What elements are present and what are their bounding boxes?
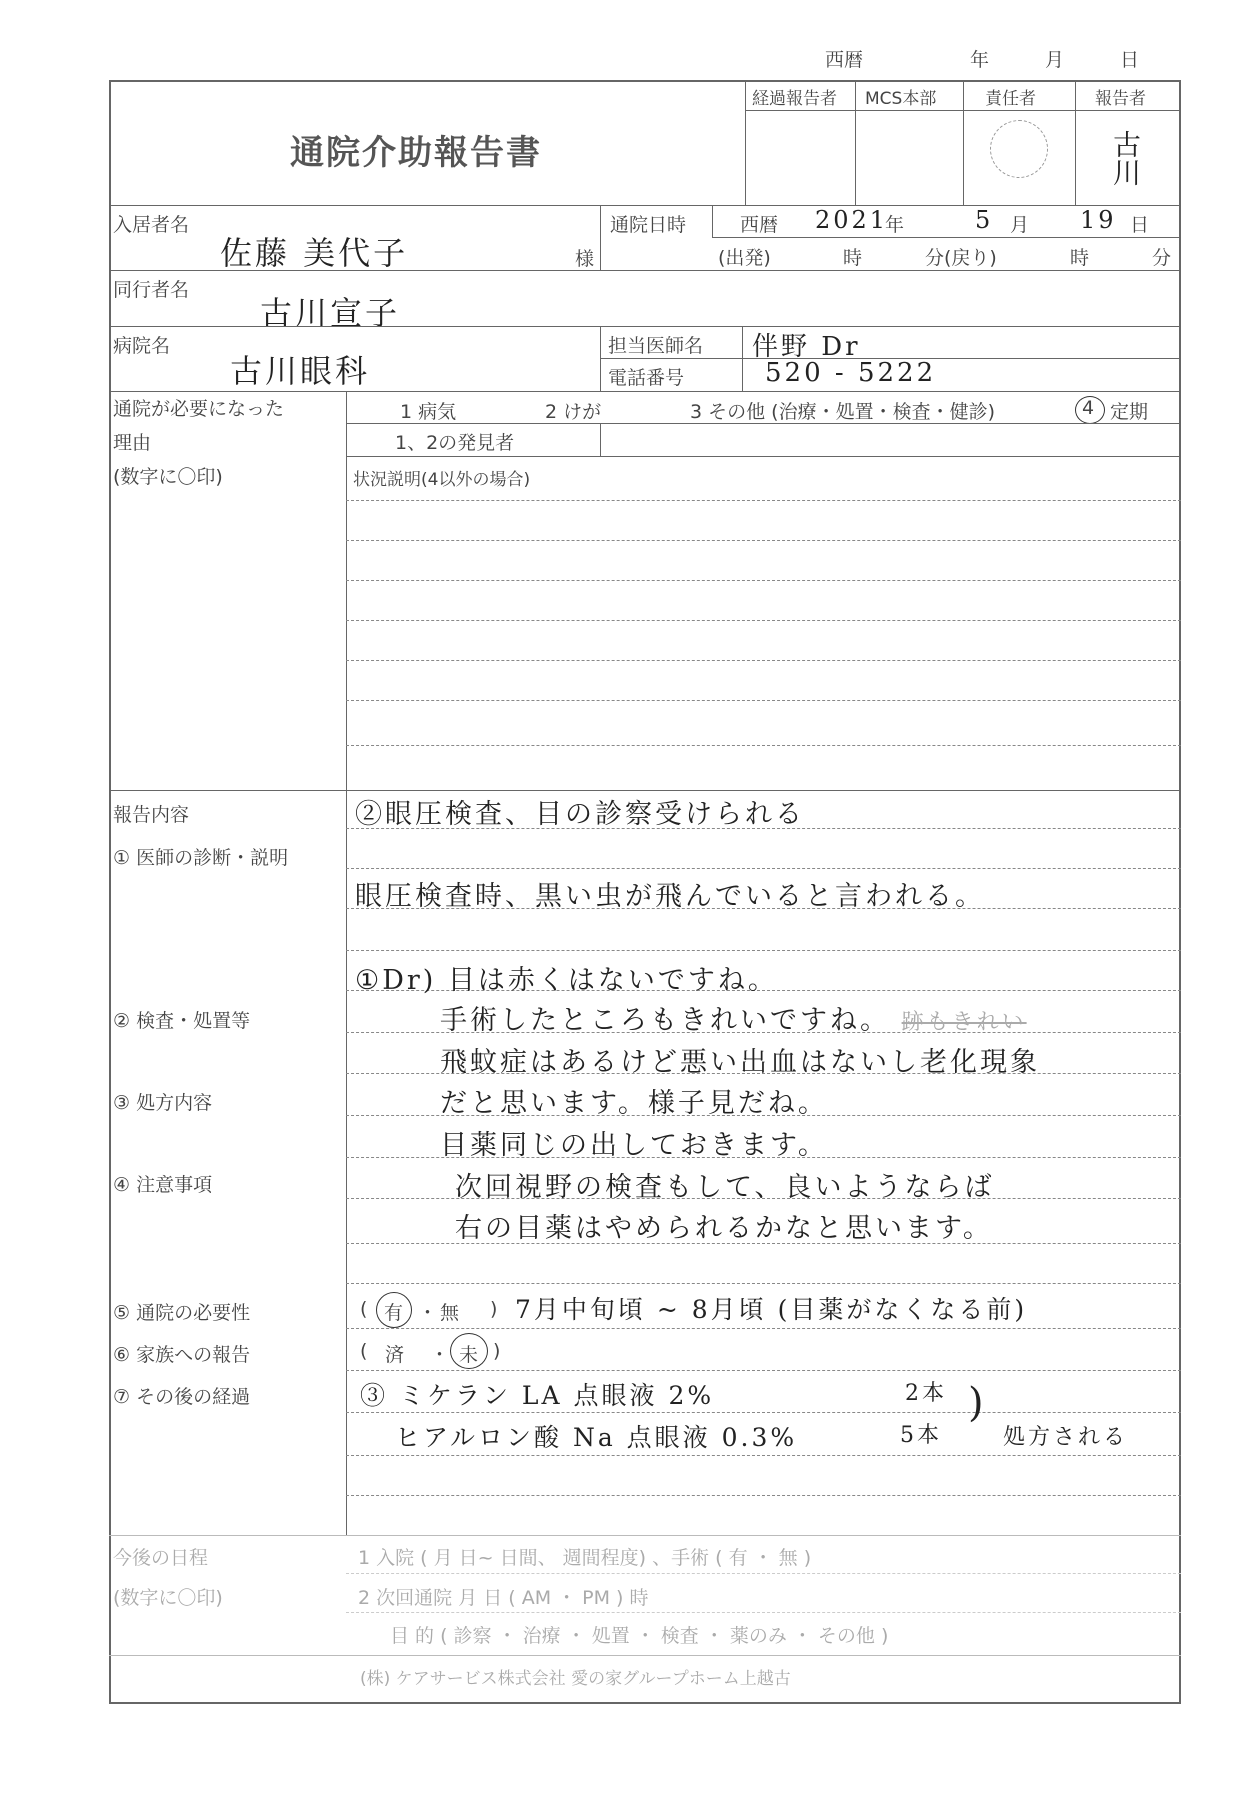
bracket-mark: ) (968, 1380, 984, 1426)
report-item-prescription: ③ 処方内容 (113, 1092, 213, 1114)
return-label: 分(戻り) (925, 247, 997, 269)
date-day-label: 日 (1120, 49, 1140, 71)
necessity-note: 7月中旬頃 ~ 8月頃 (目薬がなくなる前) (515, 1295, 1028, 1324)
report-line-9: 右の目薬はやめられるかなと思います。 (455, 1213, 993, 1244)
divider (600, 423, 601, 456)
prescription-1-qty: 2本 (905, 1381, 947, 1406)
report-item-progress: ⑦ その後の経過 (113, 1386, 251, 1408)
divider (1075, 80, 1076, 205)
reason-label-line1: 通院が必要になった (113, 398, 285, 420)
report-label: 報告内容 (113, 804, 190, 826)
divider (109, 205, 1181, 206)
doctor-label: 担当医師名 (608, 335, 704, 357)
family-open: ( (360, 1340, 368, 1362)
visit-day-unit: 日 (1130, 214, 1150, 236)
form-title: 通院介助報告書 (290, 133, 542, 173)
resident-name: 佐藤 美代子 (220, 234, 409, 272)
doctor-name: 伴野 Dr (752, 332, 861, 362)
family-not-yet: 未 (459, 1344, 479, 1366)
future-line-3: 目 的 ( 診察 ・ 治療 ・ 処置 ・ 検査 ・ 薬のみ ・ その他 ) (390, 1625, 889, 1647)
approval-header-progress: 経過報告者 (752, 89, 837, 109)
footer-company: (株) ケアサービス株式会社 愛の家グループホーム上越古 (360, 1669, 791, 1689)
report-line-1: ②眼圧検査、目の診察受けられる (355, 799, 805, 830)
ruled-line (346, 580, 1181, 581)
report-line-6: だと思います。様子見だね。 (440, 1088, 828, 1119)
ruled-line (346, 1495, 1181, 1496)
divider (745, 80, 746, 205)
reason-option-injury: 2 けが (545, 401, 602, 423)
ruled-line (346, 700, 1181, 701)
divider (346, 391, 347, 791)
report-line-8: 次回視野の検査もして、良いようならば (455, 1172, 995, 1203)
phone-number: 520 - 5222 (765, 358, 937, 388)
report-item-necessity: ⑤ 通院の必要性 (113, 1302, 251, 1324)
companion-label: 同行者名 (113, 279, 190, 301)
divider (109, 1535, 1181, 1536)
report-line-2: 眼圧検査時、黒い虫が飛んでいると言われる。 (355, 881, 985, 912)
future-line-1: 1 入院 ( 月 日~ 日間、 週間程度) 、手術 ( 有 ・ 無 ) (358, 1547, 812, 1569)
ruled-line (346, 620, 1181, 621)
reason-label-line2: 理由 (113, 432, 152, 454)
hospital-label: 病院名 (113, 335, 171, 357)
visit-year: 2021 (815, 206, 889, 234)
depart-hour: 時 (843, 247, 863, 269)
report-line-7: 目薬同じの出しておきます。 (440, 1130, 828, 1161)
return-hour: 時 (1070, 247, 1090, 269)
prescription-1-name: ③ ミケラン LA 点眼液 2% (360, 1381, 715, 1410)
visit-year-unit: 年 (885, 214, 905, 236)
divider (346, 456, 1181, 457)
necessity-yes: 有 (384, 1302, 404, 1324)
divider (600, 205, 601, 270)
ruled-line (346, 745, 1181, 746)
reason-option-illness: 1 病気 (400, 401, 457, 423)
visit-month-unit: 月 (1010, 214, 1030, 236)
divider (346, 790, 347, 1535)
future-label-note: (数字に〇印) (113, 1587, 223, 1609)
ruled-line (346, 540, 1181, 541)
struck-text: 跡もきれい (901, 1010, 1027, 1035)
phone-label: 電話番号 (608, 367, 685, 389)
depart-label: (出発) (718, 247, 771, 269)
visit-date-label: 通院日時 (610, 214, 687, 236)
divider (712, 205, 713, 237)
date-month-label: 月 (1045, 49, 1065, 71)
ruled-line (346, 500, 1181, 501)
future-label: 今後の日程 (113, 1547, 209, 1569)
manager-stamp (990, 120, 1048, 178)
family-done: 済 (385, 1344, 405, 1366)
discoverer-label: 1、2の発見者 (395, 432, 515, 454)
family-close: ) (493, 1340, 501, 1362)
visit-day: 19 (1080, 206, 1117, 234)
resident-suffix: 様 (575, 248, 595, 270)
divider (109, 326, 1181, 327)
necessity-sep: ・ (418, 1302, 438, 1324)
date-era-label: 西暦 (825, 49, 864, 71)
divider (109, 1655, 1181, 1656)
ruled-line (346, 1455, 1181, 1456)
ruled-line (346, 950, 1181, 951)
report-line-3: ①Dr) 目は赤くはないですね。 (355, 965, 778, 996)
reporter-signature: 古川 (1109, 130, 1142, 186)
approval-header-mcs: MCS本部 (865, 89, 937, 109)
prescription-note: 処方される (1003, 1425, 1129, 1450)
ruled-line (346, 660, 1181, 661)
ruled-line (346, 1283, 1181, 1284)
approval-header-manager: 責任者 (985, 89, 1036, 109)
divider (109, 270, 1181, 271)
report-item-exam: ② 検査・処置等 (113, 1010, 251, 1032)
future-line-2: 2 次回通院 月 日 ( AM ・ PM ) 時 (358, 1587, 649, 1609)
report-item-notes: ④ 注意事項 (113, 1174, 213, 1196)
visit-era: 西暦 (740, 214, 779, 236)
reason-option-regular: 定期 (1110, 401, 1149, 423)
ruled-line (346, 1412, 1181, 1413)
approval-header-reporter: 報告者 (1095, 89, 1146, 109)
divider (346, 423, 1181, 424)
date-year-label: 年 (970, 49, 990, 71)
divider (109, 790, 1181, 791)
companion-name: 古川宣子 (260, 294, 401, 332)
divider (745, 110, 1181, 111)
resident-label: 入居者名 (113, 214, 190, 236)
visit-month: 5 (975, 206, 994, 234)
report-item-diagnosis: ① 医師の診断・説明 (113, 847, 289, 869)
necessity-close: ) (490, 1298, 498, 1320)
family-sep: ・ (430, 1344, 450, 1366)
prescription-2-name: ヒアルロン酸 Na 点眼液 0.3% (395, 1423, 798, 1452)
ruled-line (346, 1573, 1181, 1574)
ruled-line (346, 1328, 1181, 1329)
ruled-line (346, 1612, 1181, 1613)
ruled-line (346, 868, 1181, 869)
report-line-5: 飛蚊症はあるけど悪い出血はないし老化現象 (440, 1047, 1040, 1078)
report-item-family: ⑥ 家族への報告 (113, 1344, 251, 1366)
divider (963, 80, 964, 205)
hospital-name: 古川眼科 (230, 352, 371, 390)
return-minute: 分 (1152, 247, 1172, 269)
necessity-no: 無 (440, 1302, 460, 1324)
reason-option-other: 3 その他 (治療・処置・検査・健診) (690, 401, 995, 423)
reason-label-line3: (数字に〇印) (113, 466, 223, 488)
reason-option-regular-num: 4 (1082, 397, 1095, 419)
prescription-2-qty: 5本 (900, 1423, 942, 1448)
report-line-4-text: 手術したところもきれいですね。 (440, 1005, 890, 1036)
report-line-4 (440, 998, 1027, 1037)
necessity-open: ( (360, 1298, 368, 1320)
divider (109, 391, 1181, 392)
divider (855, 80, 856, 205)
ruled-line (346, 1370, 1181, 1371)
divider (712, 237, 1181, 238)
situation-label: 状況説明(4以外の場合) (353, 470, 531, 490)
